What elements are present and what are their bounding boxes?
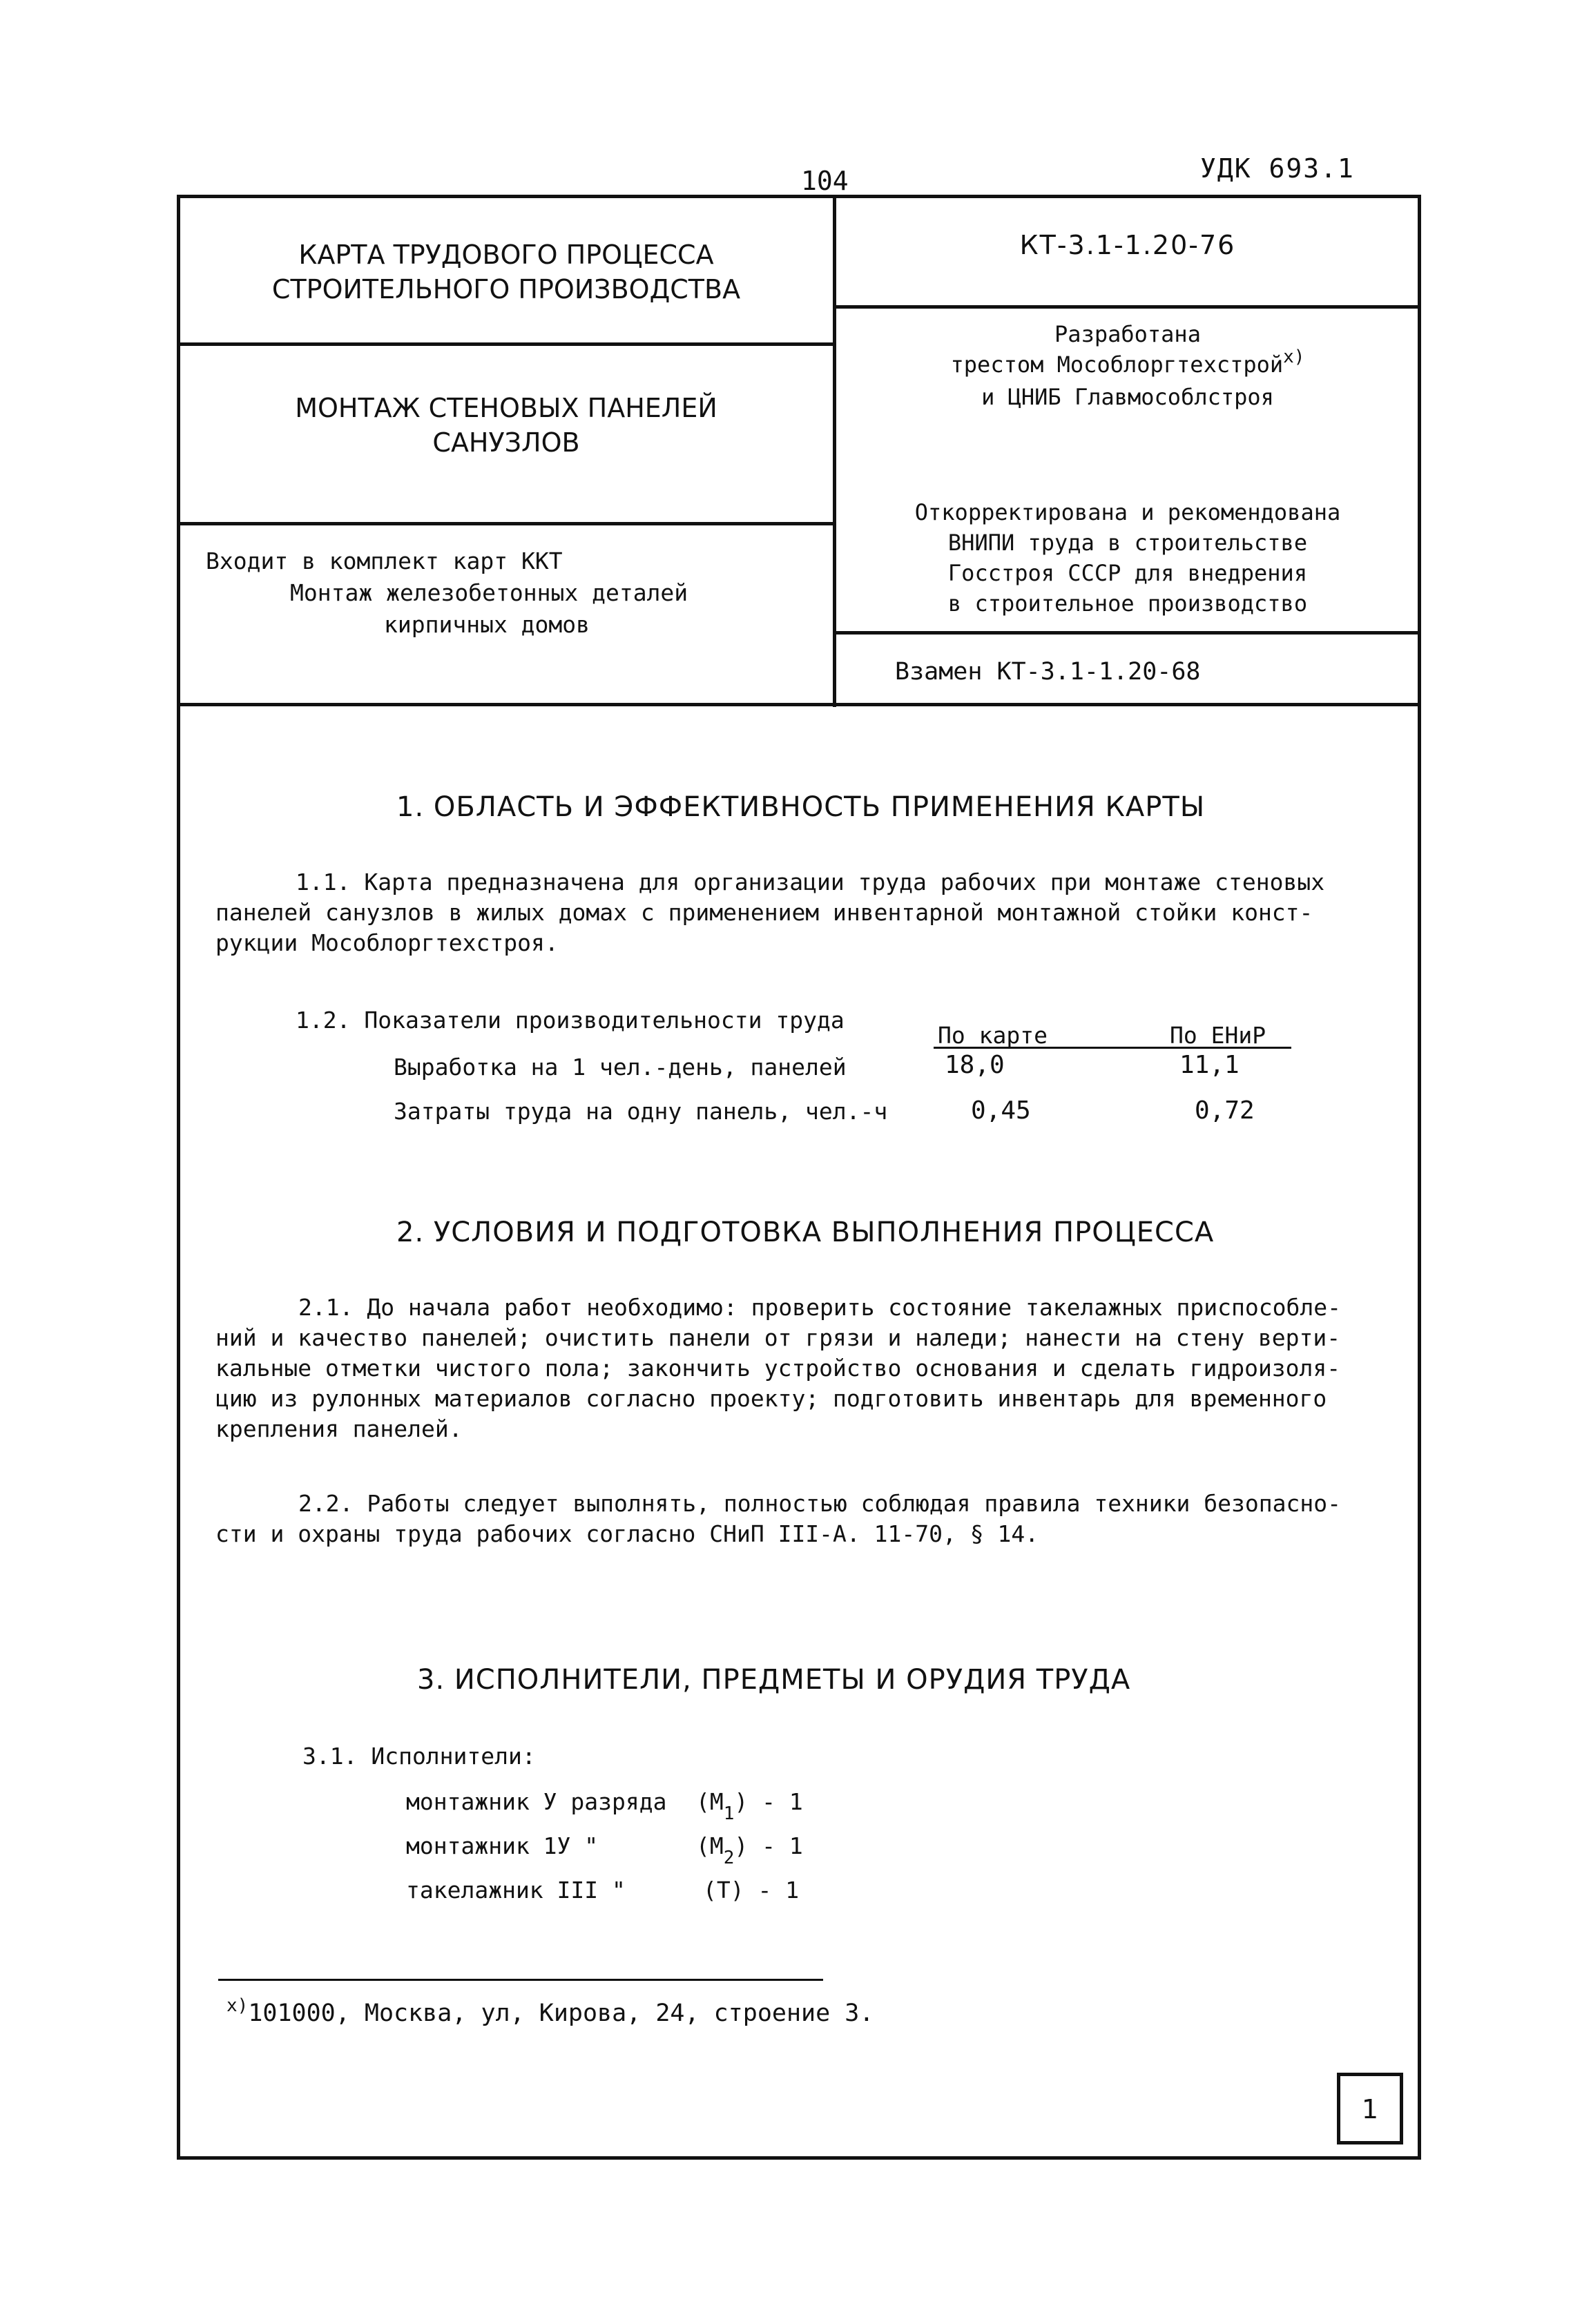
corrected-line4: в строительное производство [947, 590, 1308, 617]
row1-enir-value: 11,1 [1179, 1051, 1240, 1079]
column-header-card [938, 1022, 1048, 1049]
row1-label: Выработка на 1 чел.-день, панелей [394, 1054, 847, 1081]
worker-code: (М [696, 1832, 724, 1859]
worker-code-end: ) [734, 1788, 749, 1815]
footnote-text: 101000, Москва, ул, Кирова, 24, строение 3. [248, 1999, 874, 2027]
title-block-line [178, 522, 834, 525]
developed-line2: трестом Мособлоргтехстрой [950, 351, 1284, 378]
column-header-enir-text: По ЕНиР [1170, 1022, 1266, 1049]
title-block-bottom-line [178, 703, 1421, 706]
subject-line1: МОНТАЖ СТЕНОВЫХ ПАНЕЛЕЙ [295, 393, 717, 423]
row2-enir-value: 0,72 [1195, 1096, 1255, 1125]
worker-count: - 1 [758, 1877, 800, 1904]
section2-p1-line5: крепления панелей. [215, 1415, 463, 1442]
section1-p1-line3: рукции Мособлоргтехстроя. [215, 929, 559, 956]
row2-label: Затраты труда на одну панель, чел.-ч [394, 1098, 888, 1125]
corrected-line1: Откорректирована и рекомендована [914, 499, 1341, 525]
section2-heading: 2. УСЛОВИЯ И ПОДГОТОВКА ВЫПОЛНЕНИЯ ПРОЦЕССА [396, 1217, 1215, 1248]
subject-line2: САНУЗЛОВ [432, 427, 580, 458]
worker-role: такелажник III " [406, 1877, 626, 1904]
section2-p2-line2: сти и охраны труда рабочих согласно СНиП III-А. 11-70, § 14. [215, 1520, 1039, 1547]
footnote-mark: х) [1283, 347, 1305, 367]
row1-card-value: 18,0 [945, 1051, 1005, 1079]
corrected-line3: Госстроя СССР для внедрения [947, 560, 1308, 586]
developed-by [837, 319, 1418, 412]
worker-code: (Т) [703, 1877, 744, 1904]
footnote-mark: х) [226, 1995, 249, 2016]
section1-p1-line1: 1.1. Карта предназначена для организации труда рабочих при монтаже стеновых [296, 869, 1325, 895]
column-header-enir [1170, 1022, 1266, 1049]
title-block-line [833, 631, 1421, 635]
title-block-line [833, 305, 1421, 309]
worker-row [406, 1788, 803, 1824]
section2-p2-line1: 2.2. Работы следует выполнять, полностью соблюдая правила техники безопасно- [298, 1490, 1341, 1517]
kit-line1: Входит в комплект карт ККТ [206, 548, 563, 574]
section2-p1-line1: 2.1. До начала работ необходимо: проверить состояние такелажных приспособле- [298, 1294, 1341, 1321]
worker-code: (М [696, 1788, 724, 1815]
udk-code: УДК 693.1 [1200, 153, 1355, 184]
developed-line3: и ЦНИБ Главмособлстроя [981, 384, 1274, 410]
card-title [181, 238, 831, 307]
section2-p1-line4: цию из рулонных материалов согласно проекту; подготовить инвентарь для временного [215, 1385, 1327, 1412]
worker-role: монтажник У разряда [406, 1788, 667, 1815]
card-title-line1: КАРТА ТРУДОВОГО ПРОЦЕССА [298, 240, 714, 270]
section1-heading: 1. ОБЛАСТЬ И ЭФФЕКТИВНОСТЬ ПРИМЕНЕНИЯ КАРТЫ [396, 791, 1206, 823]
sheet-number: 1 [1337, 2073, 1403, 2144]
section2-p1-line3: кальные отметки чистого пола; закончить устройство основания и сделать гидроизоля- [215, 1355, 1341, 1382]
title-block-divider [833, 196, 836, 707]
worker-count: - 1 [762, 1832, 803, 1859]
kit-line3: кирпичных домов [384, 611, 590, 638]
title-block-line [178, 342, 834, 346]
kit-line2: Монтаж железобетонных деталей [290, 579, 688, 606]
replaces-info: Взамен КТ-3.1-1.20-68 [895, 658, 1201, 686]
card-code: КТ-3.1-1.20-76 [1019, 230, 1236, 260]
developed-line1: Разработана [1054, 321, 1201, 347]
corrected-line2: ВНИПИ труда в строительстве [947, 530, 1308, 556]
section1-p2-label: 1.2. Показатели производительности труда [296, 1007, 845, 1034]
row2-card-value: 0,45 [971, 1096, 1031, 1125]
worker-count: - 1 [762, 1788, 803, 1815]
page-number: 104 [801, 166, 849, 196]
subject-title [181, 391, 831, 460]
column-header-card-text: По карте [938, 1022, 1048, 1049]
card-title-line2: СТРОИТЕЛЬНОГО ПРОИЗВОДСТВА [271, 274, 741, 304]
column-header-underline [934, 1047, 1291, 1049]
footnote-separator [218, 1979, 823, 1981]
worker-role: монтажник 1У " [406, 1832, 599, 1859]
correction-info [837, 497, 1418, 619]
worker-code-sub: 2 [723, 1848, 735, 1868]
footnote [226, 1995, 874, 2027]
document-frame [177, 195, 1421, 2160]
worker-row [406, 1877, 799, 1904]
section1-p1-line2: панелей санузлов в жилых домах с применением инвентарной монтажной стойки конст- [215, 899, 1313, 926]
worker-code-sub: 1 [723, 1803, 735, 1824]
section2-p1-line2: ний и качество панелей; очистить панели от грязи и наледи; нанести на стену верти- [215, 1324, 1341, 1351]
worker-code-end: ) [734, 1832, 749, 1859]
kit-info [206, 545, 827, 641]
worker-row [406, 1832, 803, 1868]
section3-heading: 3. ИСПОЛНИТЕЛИ, ПРЕДМЕТЫ И ОРУДИЯ ТРУДА [417, 1664, 1131, 1696]
section3-sub: 3.1. Исполнители: [302, 1743, 536, 1770]
